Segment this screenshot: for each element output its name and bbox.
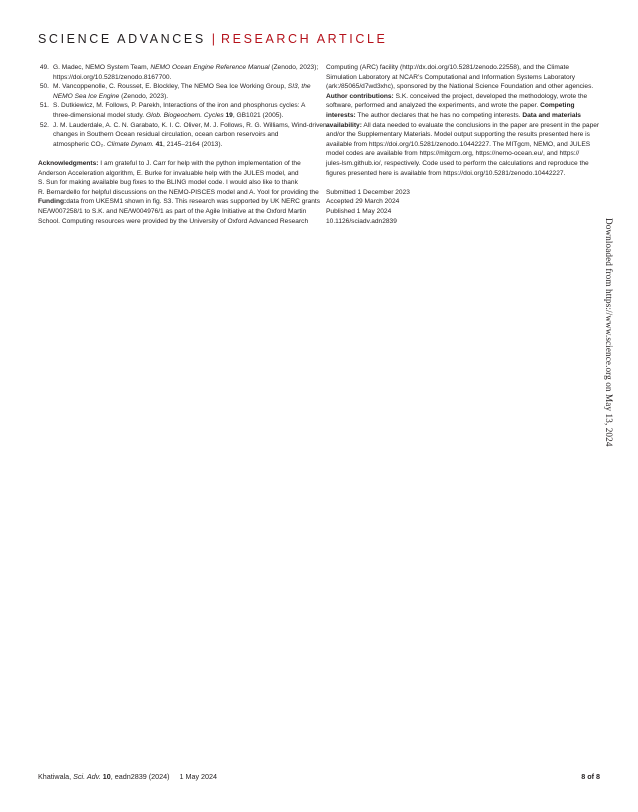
text-line xyxy=(53,63,318,73)
text-run: (ark:/85065/d7wd3xhc), sponsored by the National Science Foundation and other agencies. xyxy=(326,83,594,91)
text-run: Glob. Biogeochem. Cycles xyxy=(145,111,224,119)
text-run: and/or the Supplementary Materials. Model output supporting the results presented here is xyxy=(326,131,590,139)
text-run: S. Sun for making available bug fixes to the BLING model code. I would also like to thank xyxy=(38,179,298,187)
text-run: (Zenodo, 2023). xyxy=(119,92,169,100)
text-line xyxy=(38,197,321,207)
journal-header xyxy=(38,32,387,46)
left-column xyxy=(38,63,327,226)
text-run: three-dimensional model study. xyxy=(53,111,146,119)
citation-journal: Sci. Adv. xyxy=(73,772,101,781)
text-line xyxy=(326,159,601,169)
acknowledgments xyxy=(38,159,321,226)
text-run: atmospheric CO₂. xyxy=(53,140,107,148)
text-run: NEMO Ocean Engine Reference Manual xyxy=(150,64,270,71)
text-run: Computing (ARC) facility (http://dx.doi.org/10.5281/zenodo.22558), and the Climate xyxy=(326,64,570,71)
text-run: All data needed to evaluate the conclusions in the paper are present in the paper xyxy=(361,121,600,129)
reference-item xyxy=(38,121,327,150)
text-line xyxy=(326,63,601,73)
reference-text xyxy=(53,82,311,101)
text-line xyxy=(53,73,318,83)
text-run: Acknowledgments: xyxy=(38,159,99,167)
reference-number: 52. xyxy=(39,121,49,129)
text-run: J. M. Lauderdale, A. C. N. Garabato, K. I. C. Oliver, M. J. Follows, R. G. Williams, Wind-driven xyxy=(53,121,327,129)
text-line xyxy=(326,92,601,102)
text-run: SI3, the xyxy=(287,83,311,91)
text-run: interests: xyxy=(326,111,356,119)
text-run: NE/W007258/1 to S.K. and NE/W004976/1 as part of the Agile Initiative at the Oxford Martin xyxy=(38,207,307,215)
text-run: Simulation Laboratory at NCAR’s Computational and Information Systems Laboratory xyxy=(326,73,576,81)
text-run: The author declares that he has no competing interests. xyxy=(355,111,523,119)
text-line xyxy=(326,111,601,121)
text-line xyxy=(38,207,310,217)
page-number: 8 of 8 xyxy=(581,772,600,781)
reference-list xyxy=(38,63,327,149)
text-run: Anderson Acceleration algorithm, E. Burke for invaluable help with the JULES model, and xyxy=(38,169,299,177)
footer-citation xyxy=(38,772,217,781)
reference-number: 50. xyxy=(39,83,49,91)
submitted-date: Submitted 1 December 2023 xyxy=(326,188,410,196)
text-line xyxy=(38,188,319,198)
text-run: (Zenodo, 2023); xyxy=(269,64,319,71)
text-line xyxy=(53,140,327,150)
text-line xyxy=(53,101,310,111)
text-run: model codes are available from https://mitgcm.org, https://nemo-ocean.eu/, and https:// xyxy=(326,150,580,158)
text-line xyxy=(326,130,601,140)
reference-number: 49. xyxy=(39,64,49,71)
text-run: changes in Southern Ocean residual circulation, ocean carbon reservoirs and xyxy=(53,131,279,139)
text-run: This research was supported by UK NERC grants xyxy=(174,198,321,206)
text-run: Climate Dynam. xyxy=(106,140,154,148)
reference-text xyxy=(53,121,327,150)
citation-rest: , eadn2839 (2024) 1 May 2024 xyxy=(110,772,218,781)
text-run: NEMO Sea Ice Engine xyxy=(53,92,120,100)
accepted-date: Accepted 29 March 2024 xyxy=(326,198,400,206)
text-line xyxy=(38,169,310,179)
text-run: G. Madec, NEMO System Team, xyxy=(53,64,151,71)
text-run: Data and materials xyxy=(522,111,581,119)
journal-name: SCIENCE ADVANCES xyxy=(38,32,206,46)
publication-dates xyxy=(326,188,601,226)
text-run: M. Vancoppenolle, C. Rousset, E. Blockley, The NEMO Sea Ice Working Group, xyxy=(53,83,288,91)
acknowledgments-continued xyxy=(326,63,601,178)
text-run: availability: xyxy=(326,121,362,129)
text-line xyxy=(326,73,601,83)
citation-author: Khatiwala, xyxy=(38,772,74,781)
text-line xyxy=(53,111,310,121)
text-line xyxy=(38,178,310,188)
text-line xyxy=(326,82,601,92)
reference-item xyxy=(38,101,310,120)
text-line xyxy=(326,140,601,150)
text-line xyxy=(326,121,601,131)
text-run: I am grateful to J. Carr for help with the python implementation of the xyxy=(98,159,301,167)
text-run: https://doi.org/10.5281/zenodo.8167700. xyxy=(53,73,172,81)
text-run: data from UKESM1 shown in fig. S3. xyxy=(66,198,175,206)
reference-text xyxy=(53,101,310,120)
text-line xyxy=(326,169,601,179)
article-section: RESEARCH ARTICLE xyxy=(221,32,388,46)
reference-text xyxy=(53,63,318,82)
text-line xyxy=(326,101,601,111)
text-run: jules-lsm.github.io/, respectively. Code used to perform the calculations and reproduce the xyxy=(326,159,589,167)
text-run: 19 xyxy=(223,111,233,119)
text-run: , GB1021 (2005). xyxy=(232,111,284,119)
text-line xyxy=(53,82,311,92)
text-run: S. Dutkiewicz, M. Follows, P. Parekh, Interactions of the iron and phosphorus cycles: A xyxy=(53,102,306,110)
article-doi[interactable]: 10.1126/sciadv.adn2839 xyxy=(326,217,397,225)
text-run: Author contributions: xyxy=(326,92,394,100)
text-run: available from https://doi.org/10.5281/zenodo.10442227. The MITgcm, NEMO, and JULES xyxy=(326,140,591,148)
text-line xyxy=(53,130,327,140)
download-watermark: Downloaded from https://www.science.org on May 13, 2024 xyxy=(604,218,614,447)
text-run: S.K. conceived the project, developed the methodology, wrote the xyxy=(393,92,588,100)
text-line xyxy=(53,121,327,131)
text-run: School. Computing resources were provided by the University of Oxford Advanced Research xyxy=(38,217,309,225)
reference-item xyxy=(38,63,319,82)
text-run: Funding: xyxy=(38,198,67,206)
text-line xyxy=(38,217,310,227)
citation-volume: 10 xyxy=(100,772,111,781)
reference-number: 51. xyxy=(39,102,49,110)
text-run: , 2145–2164 (2013). xyxy=(162,140,223,148)
published-date: Published 1 May 2024 xyxy=(326,207,392,215)
text-line xyxy=(53,92,311,102)
reference-item xyxy=(38,82,310,101)
text-run: Competing xyxy=(540,102,575,110)
text-line xyxy=(38,159,310,169)
text-run: R. Bernardello for helpful discussions on the NEMO-PISCES model and A. Yool for providing the xyxy=(38,188,319,196)
text-run: software, performed and analyzed the experiments, and wrote the paper. xyxy=(326,102,541,110)
text-line xyxy=(326,149,601,159)
right-column xyxy=(326,63,601,226)
header-separator: | xyxy=(211,32,216,46)
text-run: 41 xyxy=(153,140,163,148)
text-run: figures presented here is available from https://doi.org/10.5281/zenodo.10442227. xyxy=(326,169,566,177)
